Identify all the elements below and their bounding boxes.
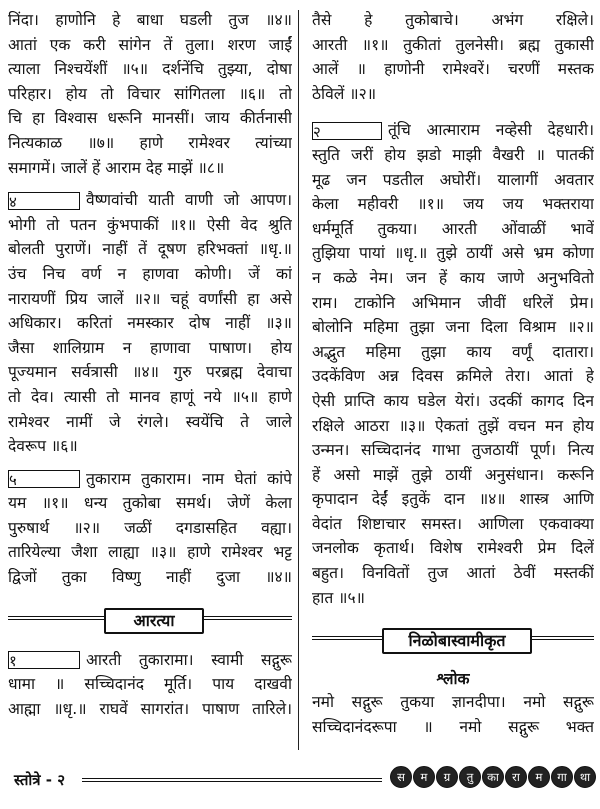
verse-line: भोगी तो पतन कुंभपाकीं ॥१॥ ऐसी वेद श्रुति [8,215,292,234]
verse-line: त्याला निश्चयेंशीं ॥५॥ दर्शनेंचि तुझ्या, दोषा [8,60,292,79]
verse-line: नारायणीं प्रिय जालें ॥२॥ चहूं वर्णांसी हा असे [8,289,292,308]
aarti-1-first-line [8,648,292,673]
page-label: स्तोत्रे - २ [14,771,66,789]
verse-line: बोलोनि महिमा तुझा जना दिला विश्राम ॥२॥ [312,318,594,337]
aarti-1-opening: आरती तुकारामा। स्वामी सद्गुरू [86,650,292,669]
shloka-verses [312,690,594,739]
nilobaswami-section-header [312,616,594,664]
verse-line: धामा ॥ सच्चिदानंद मूर्ति। पाय दाखवी [8,675,292,694]
series-letter-badge: था [574,766,596,788]
verse-line: आह्मा ॥धृ.॥ राघवें सागरांत। पाषाण तारिले। [8,699,292,718]
verse-line: स्तुति जरीं होय झडो माझी वैखरी ॥ पातकीं [312,145,594,164]
series-letter-badge: म [413,766,435,788]
verse-line: हें असो माझें तुझे ठायीं अनुसंधान। करूनि [312,465,594,484]
verse-line: राम। टाकोनि अभिमान जीवीं धरिलें प्रेम। [312,293,594,312]
verse-line: केला महीवरी ॥१॥ जय जय भक्तराया [312,195,594,214]
verse-line: रक्षिले आठरा ॥३॥ ऐकतां तुझें वचन मन होय [312,416,594,435]
right-column [312,8,594,739]
verse-line: नमो सद्गुरू तुकया ज्ञानदीपा। नमो सद्गुरू [312,693,594,712]
verse-line: तुझिया पायां ॥धृ.॥ तुझे ठायीं असे भ्रम कोणा [312,244,594,263]
left-intro-verses [8,8,292,180]
right-intro-verses [312,8,594,106]
aarti-2-verses [312,143,594,610]
verse-line: उंच निच वर्ण न हाणवा कोणी। जें कां [8,264,292,283]
verse-line: मूढ जन पडतील अघोरीं। यालागीं अवतार [312,170,594,189]
left-column [8,8,292,721]
column-divider [298,10,299,750]
verse-line: आलें ॥ हाणोनी रामेश्वरें। चरणीं मस्तक [312,60,594,79]
series-letter-badge: रा [505,766,527,788]
aarti-number-box: १ [8,651,80,669]
verse-line: वेदांत शिष्टाचार समस्त। आणिला एकवाक्या [312,514,594,533]
aarti-2-opening: तूंचि आत्माराम नव्हेसी देहधारी। [388,121,594,140]
shloka-heading: श्लोक [436,670,470,689]
abhang-4-opening: वैष्णवांची याती वाणी जो आपण। [86,191,292,210]
abhang-number-box: ४ [8,192,80,210]
verse-line: द्विजों तुका विष्णु नाहीं दुजा ॥४॥ [8,568,292,587]
verse-line: पूज्यमान सर्वत्रासी ॥४॥ गुरु परब्रह्म देवाचा [8,363,292,382]
verse-line: ऐसी प्राप्ति काय घडेल येरां। उदकीं कागद दिन [312,391,594,410]
page-footer [0,760,600,800]
verse-line: अधिकार। करितां नमस्कार दोष नाहीं ॥३॥ [8,314,292,333]
verse-line: उदकेंविण अन्न दिवस क्रमिले तेरा। आतां हे [312,367,594,386]
verse-line: आतां एक करी सांगेन तें तुला। शरण जाईं [8,35,292,54]
series-letter-badge: स [390,766,412,788]
verse-line: नित्यकाळ ॥७॥ हाणे रामेश्वर त्यांच्या [8,133,292,152]
verse-line: अद्भुत महिमा तुझा काय वर्णूं दातारा। [312,342,594,361]
verse-line: सच्चिदानंदरूपा ॥ नमो सद्गुरू भक्त [312,717,594,736]
aarti-number-box: २ [312,122,382,140]
verse-line: रामेश्वर नामीं जे रंगले। स्वयेंचि ते जाले [8,412,292,431]
section-title: आरत्या [104,608,204,634]
verse-line: धर्ममूर्ति तुकया। आरती ओंवाळीं भावें [312,219,594,238]
verse-line: समागमें। जालें हें आराम देह माझें ॥८॥ [8,158,225,177]
verse-line: ठेविलें ॥२॥ [312,84,377,103]
series-letter-badge: तु [459,766,481,788]
verse-line: बहुत। विनवितों तुज आतां ठेवीं मस्तकीं [312,564,594,583]
aarti-section-header [8,596,292,644]
verse-line: कृपादान देईं इतुकें दान ॥४॥ शास्त्र आणि [312,490,594,509]
verse-line: यम ॥१॥ धन्य तुकोबा समर्थ। जेणें केला [8,494,292,513]
abhang-5-first-line [8,467,292,492]
aarti-2-first-line [312,118,594,143]
abhang-5-verses [8,491,292,589]
footer-rule [82,778,382,782]
series-letter-badge: गा [551,766,573,788]
verse-line: बोलती पुराणें। नाहीं तें दूषण हरिभक्तां ॥धृ.॥ [8,240,292,259]
verse-line: उन्मन। सच्चिदानंद गाभा तुजठायीं पूर्ण। नित्य [312,441,594,460]
abhang-5-opening: तुकाराम तुकाराम। नाम घेतां कांपे [86,469,292,488]
abhang-4-first-line [8,188,292,213]
aarti-1-verses [8,672,292,721]
verse-line: परिहार। होय तो विचार सांगितला ॥६॥ तो [8,84,292,103]
verse-line: देवरूप ॥६॥ [8,437,78,456]
section-title: निळोबास्वामीकृत [382,628,532,654]
series-letter-badge: म [528,766,550,788]
series-title-badges [390,766,596,792]
verse-line: तैसे हे तुकोबाचे। अभंग रक्षिले। [312,11,594,29]
verse-line: हात ॥५॥ [312,588,365,607]
verse-line: जैसा शालिग्राम न हाणावा पाषाण। होय [8,338,292,357]
series-letter-badge: ग्र [436,766,458,788]
verse-line: आरती ॥१॥ तुकीतां तुलनेसी। ब्रह्म तुकासी [312,35,594,54]
verse-line: न कळे नेम। जन हें काय जाणे अनुभवितो [312,268,594,287]
verse-line: चि हा विश्वास धरूनि मानसीं। जाय कीर्तनासी [8,109,292,128]
verse-line: जनलोक कृतार्थ। विशेष रामेश्वरी प्रेम दिलें [312,539,594,558]
series-letter-badge: का [482,766,504,788]
verse-line: तो देव। त्यासी तो मानव हाणूं नये ॥५॥ हाणे [8,387,292,406]
abhang-number-box: ५ [8,470,80,488]
verse-line: पुरुषार्थ ॥२॥ जळीं दगडासहित वह्या। [8,518,292,537]
verse-line: तारियेल्या जैशा लाह्या ॥३॥ हाणे रामेश्वर भट्ट [8,543,292,562]
verse-line: निंदा। हाणोनि हे बाधा घडली तुज ॥४॥ [8,11,292,29]
abhang-4-verses [8,213,292,459]
